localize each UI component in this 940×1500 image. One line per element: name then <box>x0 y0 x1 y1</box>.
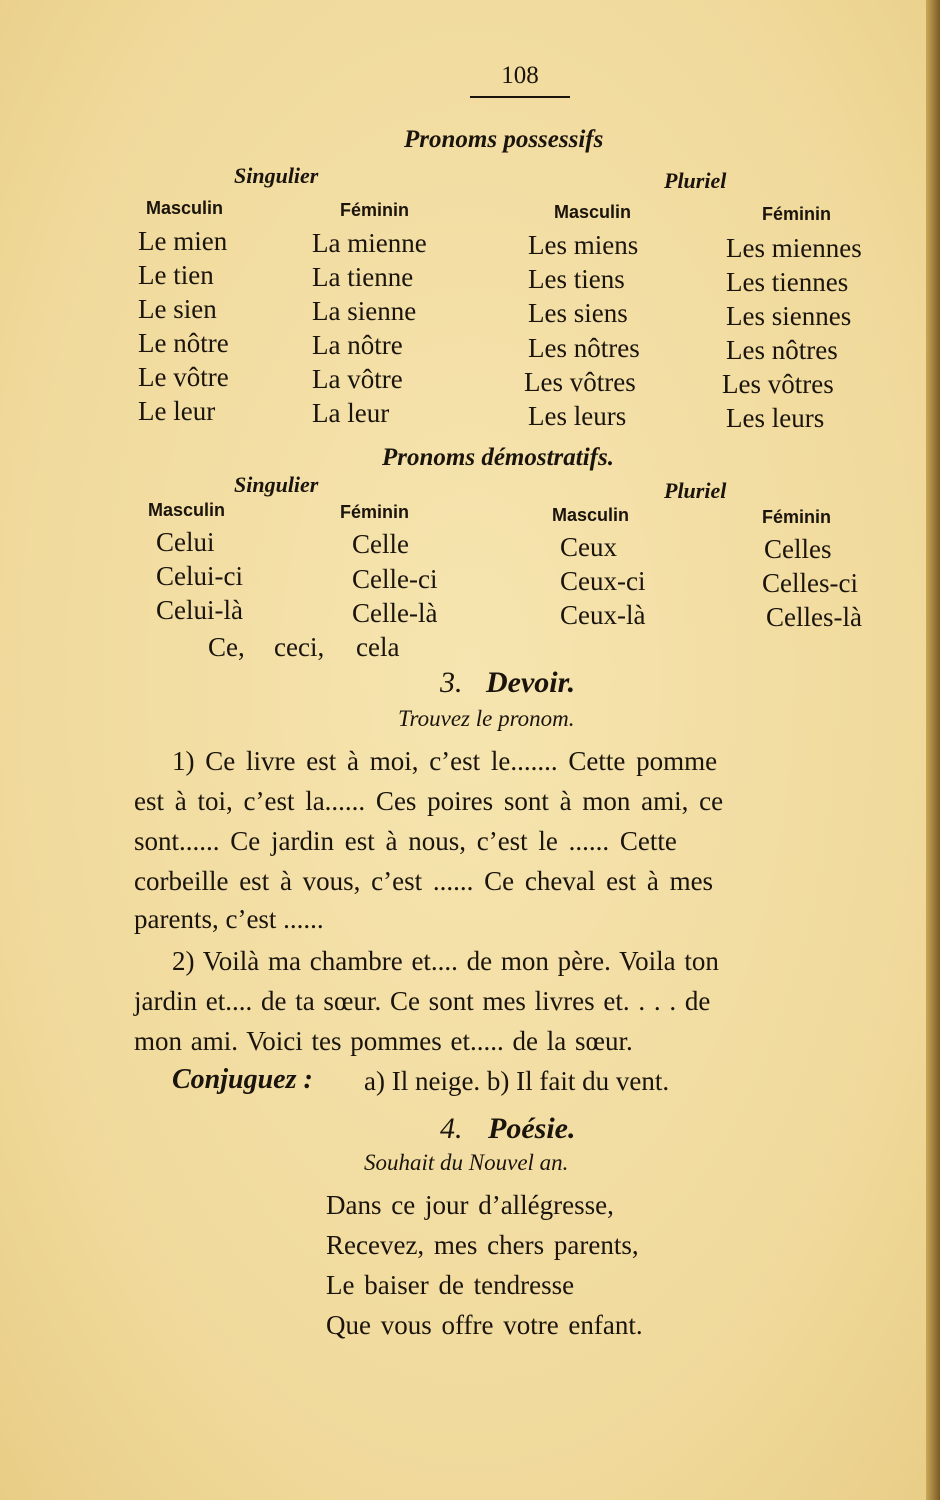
devoir-number: 3. <box>440 666 463 699</box>
possessive-masc-sing: Le leur <box>138 396 216 426</box>
devoir-title: Devoir. <box>486 666 576 699</box>
possessive-masc-plur: Les tiens <box>528 264 625 294</box>
demonstrative-col-head: Masculin <box>552 505 630 525</box>
possessive-fem-plur: Les vôtres <box>722 369 834 399</box>
possessive-masc-plur: Les nôtres <box>528 333 640 363</box>
possessive-plural-label: Pluriel <box>664 168 727 193</box>
poem-line: Dans ce jour d’allégresse, <box>326 1190 614 1220</box>
demonstrative-singular-label: Singulier <box>234 472 319 497</box>
demonstrative-fem-sing: Celle-ci <box>352 564 438 594</box>
demonstrative-fem-plur: Celles <box>764 534 832 564</box>
devoir-line: sont...... Ce jardin est à nous, c’est le ...... Cette <box>134 826 677 856</box>
poesie-number: 4. <box>440 1112 463 1145</box>
page-number: 108 <box>501 62 539 89</box>
poem-line: Que vous offre votre enfant. <box>326 1310 643 1340</box>
demonstrative-masc-sing: Celui-ci <box>156 561 243 591</box>
demonstrative-masc-plur: Ceux-ci <box>560 566 646 596</box>
possessive-fem-plur: Les siennes <box>726 301 852 331</box>
demonstrative-col-head: Masculin <box>148 500 226 520</box>
possessive-title: Pronoms possessifs <box>404 126 604 153</box>
possessive-masc-plur: Les siens <box>528 298 628 328</box>
possessive-col-head: Féminin <box>340 200 410 220</box>
devoir-line: 1) Ce livre est à moi, c’est le....... Cette pomme <box>172 746 718 776</box>
possessive-fem-sing: La leur <box>312 398 390 428</box>
possessive-fem-plur: Les leurs <box>726 403 825 433</box>
conjugate-text: a) Il neige. b) Il fait du vent. <box>364 1066 670 1096</box>
poesie-subtitle: Souhait du Nouvel an. <box>364 1150 569 1175</box>
possessive-singular-label: Singulier <box>234 163 319 188</box>
demonstrative-plural-label: Pluriel <box>664 478 727 503</box>
demonstrative-fem-sing: Celle-là <box>352 598 438 628</box>
possessive-masc-sing: Le tien <box>138 260 214 290</box>
demonstrative-masc-sing: Celui <box>156 527 215 557</box>
neutral-pronoun: Ce, <box>208 632 245 662</box>
possessive-masc-plur: Les miens <box>528 230 639 260</box>
possessive-col-head: Masculin <box>554 202 632 222</box>
demonstrative-fem-plur: Celles-ci <box>762 568 858 598</box>
devoir-line: parents, c’est ...... <box>134 904 324 934</box>
possessive-fem-sing: La tienne <box>312 262 414 292</box>
page-number-rule <box>470 96 570 98</box>
devoir-line: 2) Voilà ma chambre et.... de mon père. Voila ton <box>172 946 719 976</box>
demonstrative-masc-plur: Ceux <box>560 532 617 562</box>
possessive-masc-plur: Les vôtres <box>524 367 636 397</box>
poesie-title: Poésie. <box>488 1112 576 1145</box>
demonstrative-col-head: Féminin <box>762 507 832 527</box>
possessive-fem-plur: Les miennes <box>726 233 862 263</box>
possessive-fem-sing: La mienne <box>312 228 427 258</box>
possessive-fem-sing: La sienne <box>312 296 417 326</box>
possessive-masc-sing: Le sien <box>138 294 217 324</box>
possessive-masc-sing: Le vôtre <box>138 362 229 392</box>
neutral-pronoun: ceci, <box>274 632 325 662</box>
poem-line: Le baiser de tendresse <box>326 1270 575 1300</box>
possessive-col-head: Masculin <box>146 198 224 218</box>
poem-line: Recevez, mes chers parents, <box>326 1230 639 1260</box>
possessive-col-head: Féminin <box>762 204 832 224</box>
possessive-masc-sing: Le nôtre <box>138 328 229 358</box>
possessive-fem-sing: La vôtre <box>312 364 403 394</box>
demonstrative-fem-sing: Celle <box>352 529 409 559</box>
page-edge-shadow <box>926 0 940 1500</box>
devoir-line: corbeille est à vous, c’est ...... Ce cheval est à mes <box>134 866 714 896</box>
devoir-subtitle: Trouvez le pronom. <box>398 706 575 731</box>
demonstrative-fem-plur: Celles-là <box>766 602 862 632</box>
possessive-fem-sing: La nôtre <box>312 330 403 360</box>
possessive-masc-plur: Les leurs <box>528 401 627 431</box>
demonstrative-masc-sing: Celui-là <box>156 595 243 625</box>
devoir-line: mon ami. Voici tes pommes et..... de la sœur. <box>134 1026 633 1056</box>
possessive-fem-plur: Les tiennes <box>726 267 849 297</box>
devoir-line: est à toi, c’est la...... Ces poires sont à mon ami, ce <box>134 786 724 816</box>
demonstrative-masc-plur: Ceux-là <box>560 600 646 630</box>
conjugate-label: Conjuguez : <box>172 1064 313 1095</box>
neutral-pronoun: cela <box>356 632 400 662</box>
devoir-line: jardin et.... de ta sœur. Ce sont mes livres et. . . . de <box>134 986 711 1016</box>
possessive-fem-plur: Les nôtres <box>726 335 838 365</box>
demonstrative-col-head: Féminin <box>340 502 410 522</box>
possessive-masc-sing: Le mien <box>138 226 228 256</box>
demonstrative-title: Pronoms démostratifs. <box>382 444 614 471</box>
